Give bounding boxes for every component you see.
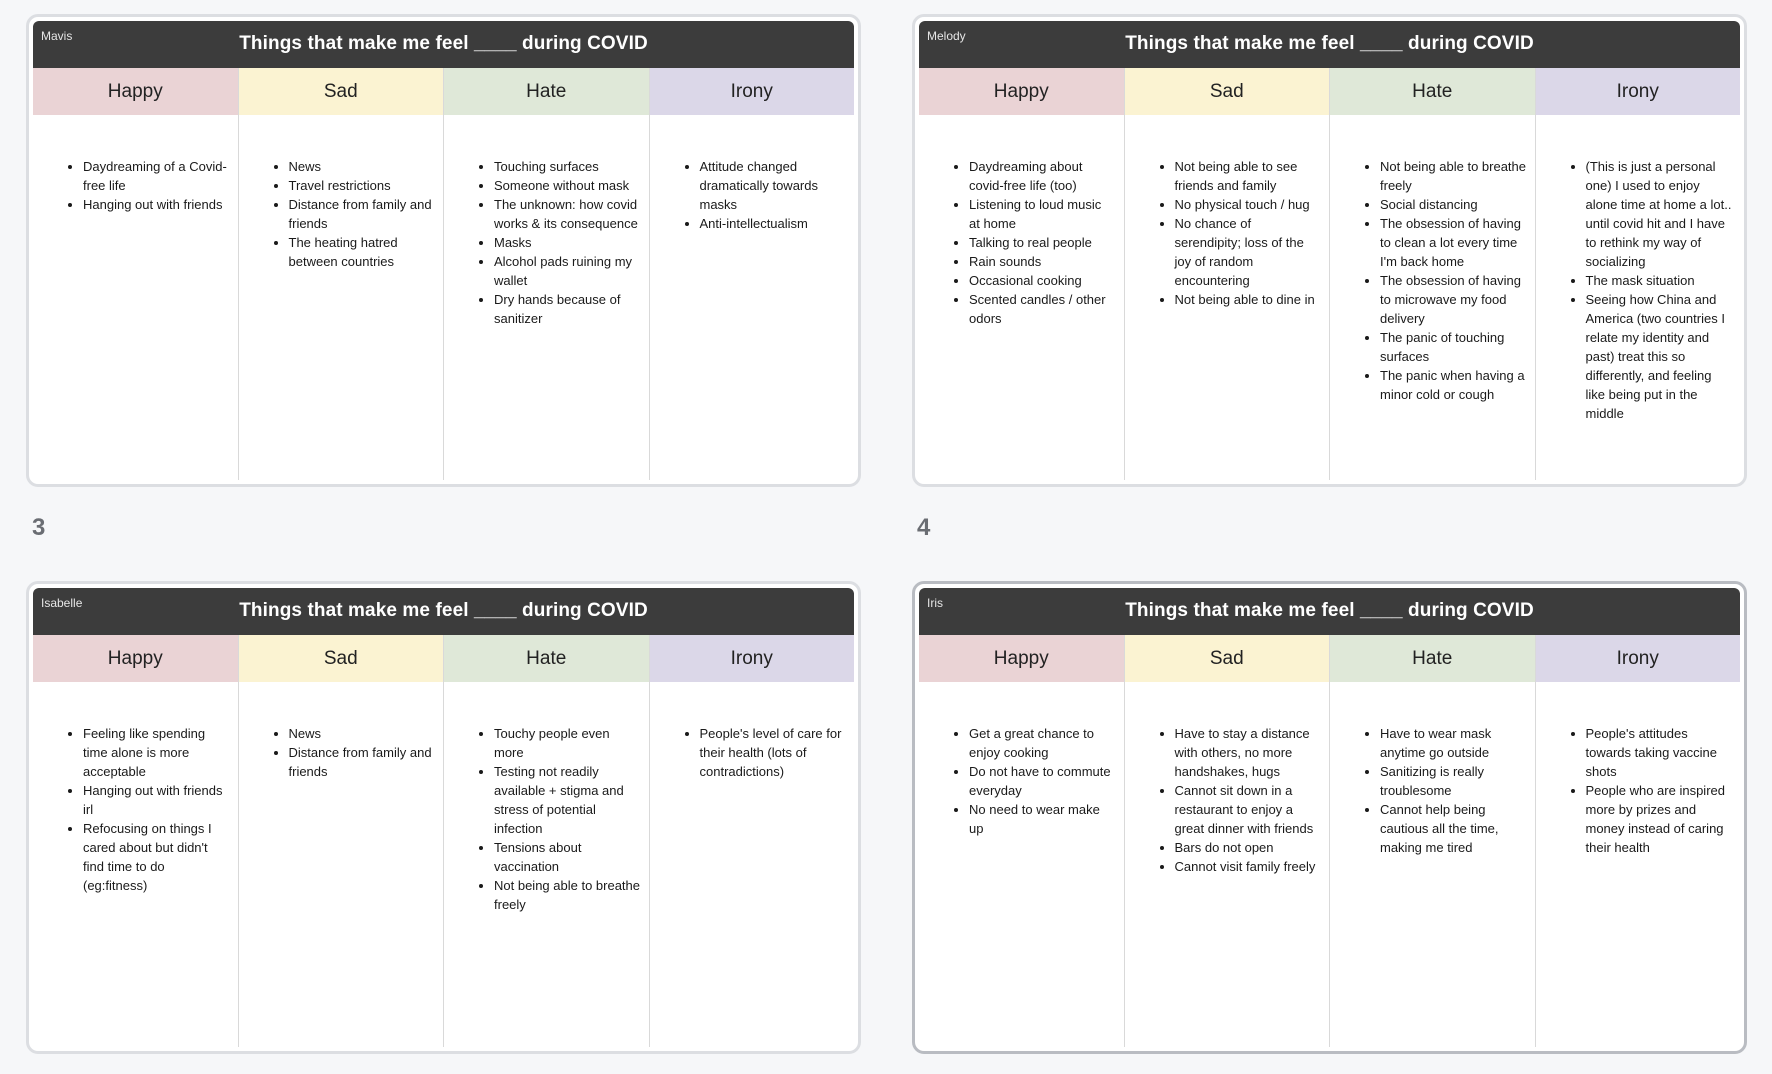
bullet-list: [444, 724, 649, 914]
column-sad: [239, 68, 445, 480]
bullet-list: [1125, 157, 1330, 309]
list-item: • Rain sounds: [969, 252, 1116, 271]
column-irony: [650, 68, 855, 480]
slide-content: [919, 21, 1740, 480]
column-happy: [33, 635, 239, 1047]
list-item: • People who are inspired more by prizes and money instead of caring their health: [1586, 781, 1733, 857]
emotion-columns: [33, 635, 854, 1047]
list-item: • The obsession of having to clean a lot every time I'm back home: [1380, 214, 1527, 271]
emotion-columns: [33, 68, 854, 480]
list-item: • Touchy people even more: [494, 724, 641, 762]
slide-thumbnail-isabelle[interactable]: [26, 581, 861, 1054]
list-item: • Dry hands because of sanitizer: [494, 290, 641, 328]
list-item: • Listening to loud music at home: [969, 195, 1116, 233]
column-header-irony: Irony: [650, 635, 855, 682]
column-header-sad: Sad: [1125, 68, 1330, 115]
bullet-list: [650, 724, 855, 781]
slide-thumbnail-mavis[interactable]: [26, 14, 861, 487]
bullet-list: [33, 724, 238, 895]
list-item: • Hanging out with friends irl: [83, 781, 230, 819]
column-sad: [1125, 68, 1331, 480]
bullet-list: [919, 157, 1124, 328]
list-item: • Feeling like spending time alone is more acceptable: [83, 724, 230, 781]
list-item: • Travel restrictions: [289, 176, 436, 195]
list-item: • Touching surfaces: [494, 157, 641, 176]
list-item: • Bars do not open: [1175, 838, 1322, 857]
column-header-irony: Irony: [650, 68, 855, 115]
list-item: • Distance from family and friends: [289, 195, 436, 233]
list-item: • Sanitizing is really troublesome: [1380, 762, 1527, 800]
list-item: • Not being able to breathe freely: [494, 876, 641, 914]
column-header-sad: Sad: [239, 635, 444, 682]
column-header-happy: Happy: [919, 68, 1124, 115]
slide-content: [33, 21, 854, 480]
column-happy: [33, 68, 239, 480]
list-item: • Cannot visit family freely: [1175, 857, 1322, 876]
list-item: • Social distancing: [1380, 195, 1527, 214]
slide-content: [919, 588, 1740, 1047]
column-header-sad: Sad: [239, 68, 444, 115]
list-item: • Attitude changed dramatically towards masks: [700, 157, 847, 214]
list-item: • News: [289, 157, 436, 176]
list-item: • Masks: [494, 233, 641, 252]
column-hate: [444, 635, 650, 1047]
list-item: • The heating hatred between countries: [289, 233, 436, 271]
list-item: • Cannot help being cautious all the time, making me tired: [1380, 800, 1527, 857]
column-header-sad: Sad: [1125, 635, 1330, 682]
list-item: • Hanging out with friends: [83, 195, 230, 214]
column-header-hate: Hate: [444, 635, 649, 682]
slide-thumbnail-melody[interactable]: [912, 14, 1747, 487]
column-header-happy: Happy: [33, 68, 238, 115]
slide-title: Things that make me feel ____ during COVID: [239, 33, 648, 54]
column-header-happy: Happy: [919, 635, 1124, 682]
slide-title: Things that make me feel ____ during COVID: [239, 600, 648, 621]
title-bar: [919, 588, 1740, 635]
list-item: • Someone without mask: [494, 176, 641, 195]
slide-title: Things that make me feel ____ during COVID: [1125, 600, 1534, 621]
list-item: • No physical touch / hug: [1175, 195, 1322, 214]
bullet-list: [444, 157, 649, 328]
slide-thumbnail-iris[interactable]: [912, 581, 1747, 1054]
column-hate: [1330, 635, 1536, 1047]
list-item: • Testing not readily available + stigma and stress of potential infection: [494, 762, 641, 838]
column-irony: [1536, 68, 1741, 480]
list-item: • The unknown: how covid works & its consequence: [494, 195, 641, 233]
column-header-hate: Hate: [1330, 635, 1535, 682]
title-bar: [33, 588, 854, 635]
bullet-list: [239, 724, 444, 781]
column-hate: [444, 68, 650, 480]
list-item: • Occasional cooking: [969, 271, 1116, 290]
list-item: • Daydreaming about covid-free life (too): [969, 157, 1116, 195]
list-item: • Get a great chance to enjoy cooking: [969, 724, 1116, 762]
list-item: • Not being able to breathe freely: [1380, 157, 1527, 195]
slide-content: [33, 588, 854, 1047]
bullet-list: [1536, 724, 1741, 857]
list-item: • Cannot sit down in a restaurant to enjoy a great dinner with friends: [1175, 781, 1322, 838]
bullet-list: [1125, 724, 1330, 876]
list-item: • Tensions about vaccination: [494, 838, 641, 876]
list-item: • (This is just a personal one) I used to enjoy alone time at home a lot.. until covid hit and I have to rethink my way of socializing: [1586, 157, 1733, 271]
column-sad: [1125, 635, 1331, 1047]
list-item: • The obsession of having to microwave my food delivery: [1380, 271, 1527, 328]
list-item: • No need to wear make up: [969, 800, 1116, 838]
list-item: • Talking to real people: [969, 233, 1116, 252]
slide-number: 4: [917, 514, 931, 541]
author-name: Isabelle: [41, 596, 83, 610]
list-item: • The panic of touching surfaces: [1380, 328, 1527, 366]
bullet-list: [1330, 157, 1535, 404]
list-item: • Alcohol pads ruining my wallet: [494, 252, 641, 290]
list-item: • Scented candles / other odors: [969, 290, 1116, 328]
list-item: • Anti-intellectualism: [700, 214, 847, 233]
column-sad: [239, 635, 445, 1047]
list-item: • No chance of serendipity; loss of the joy of random encountering: [1175, 214, 1322, 290]
list-item: • News: [289, 724, 436, 743]
column-header-irony: Irony: [1536, 635, 1741, 682]
author-name: Mavis: [41, 29, 73, 43]
bullet-list: [919, 724, 1124, 838]
list-item: • Daydreaming of a Covid-free life: [83, 157, 230, 195]
column-header-hate: Hate: [1330, 68, 1535, 115]
slide-title: Things that make me feel ____ during COVID: [1125, 33, 1534, 54]
list-item: • Not being able to dine in: [1175, 290, 1322, 309]
column-header-happy: Happy: [33, 635, 238, 682]
list-item: • Do not have to commute everyday: [969, 762, 1116, 800]
emotion-columns: [919, 635, 1740, 1047]
column-irony: [650, 635, 855, 1047]
emotion-columns: [919, 68, 1740, 480]
column-header-irony: Irony: [1536, 68, 1741, 115]
column-hate: [1330, 68, 1536, 480]
column-happy: [919, 635, 1125, 1047]
slide-number: 3: [32, 514, 46, 541]
list-item: • The panic when having a minor cold or cough: [1380, 366, 1527, 404]
bullet-list: [650, 157, 855, 233]
title-bar: [919, 21, 1740, 68]
author-name: Iris: [927, 596, 943, 610]
list-item: • Not being able to see friends and family: [1175, 157, 1322, 195]
column-irony: [1536, 635, 1741, 1047]
list-item: • Seeing how China and America (two countries I relate my identity and past) treat this so differently, and feeling like being put in the middle: [1586, 290, 1733, 423]
column-header-hate: Hate: [444, 68, 649, 115]
column-happy: [919, 68, 1125, 480]
bullet-list: [1330, 724, 1535, 857]
list-item: • Refocusing on things I cared about but didn't find time to do (eg:fitness): [83, 819, 230, 895]
list-item: • Distance from family and friends: [289, 743, 436, 781]
title-bar: [33, 21, 854, 68]
list-item: • People's level of care for their health (lots of contradictions): [700, 724, 847, 781]
bullet-list: [239, 157, 444, 271]
bullet-list: [1536, 157, 1741, 423]
list-item: • Have to stay a distance with others, no more handshakes, hugs: [1175, 724, 1322, 781]
list-item: • Have to wear mask anytime go outside: [1380, 724, 1527, 762]
bullet-list: [33, 157, 238, 214]
list-item: • People's attitudes towards taking vaccine shots: [1586, 724, 1733, 781]
author-name: Melody: [927, 29, 966, 43]
list-item: • The mask situation: [1586, 271, 1733, 290]
